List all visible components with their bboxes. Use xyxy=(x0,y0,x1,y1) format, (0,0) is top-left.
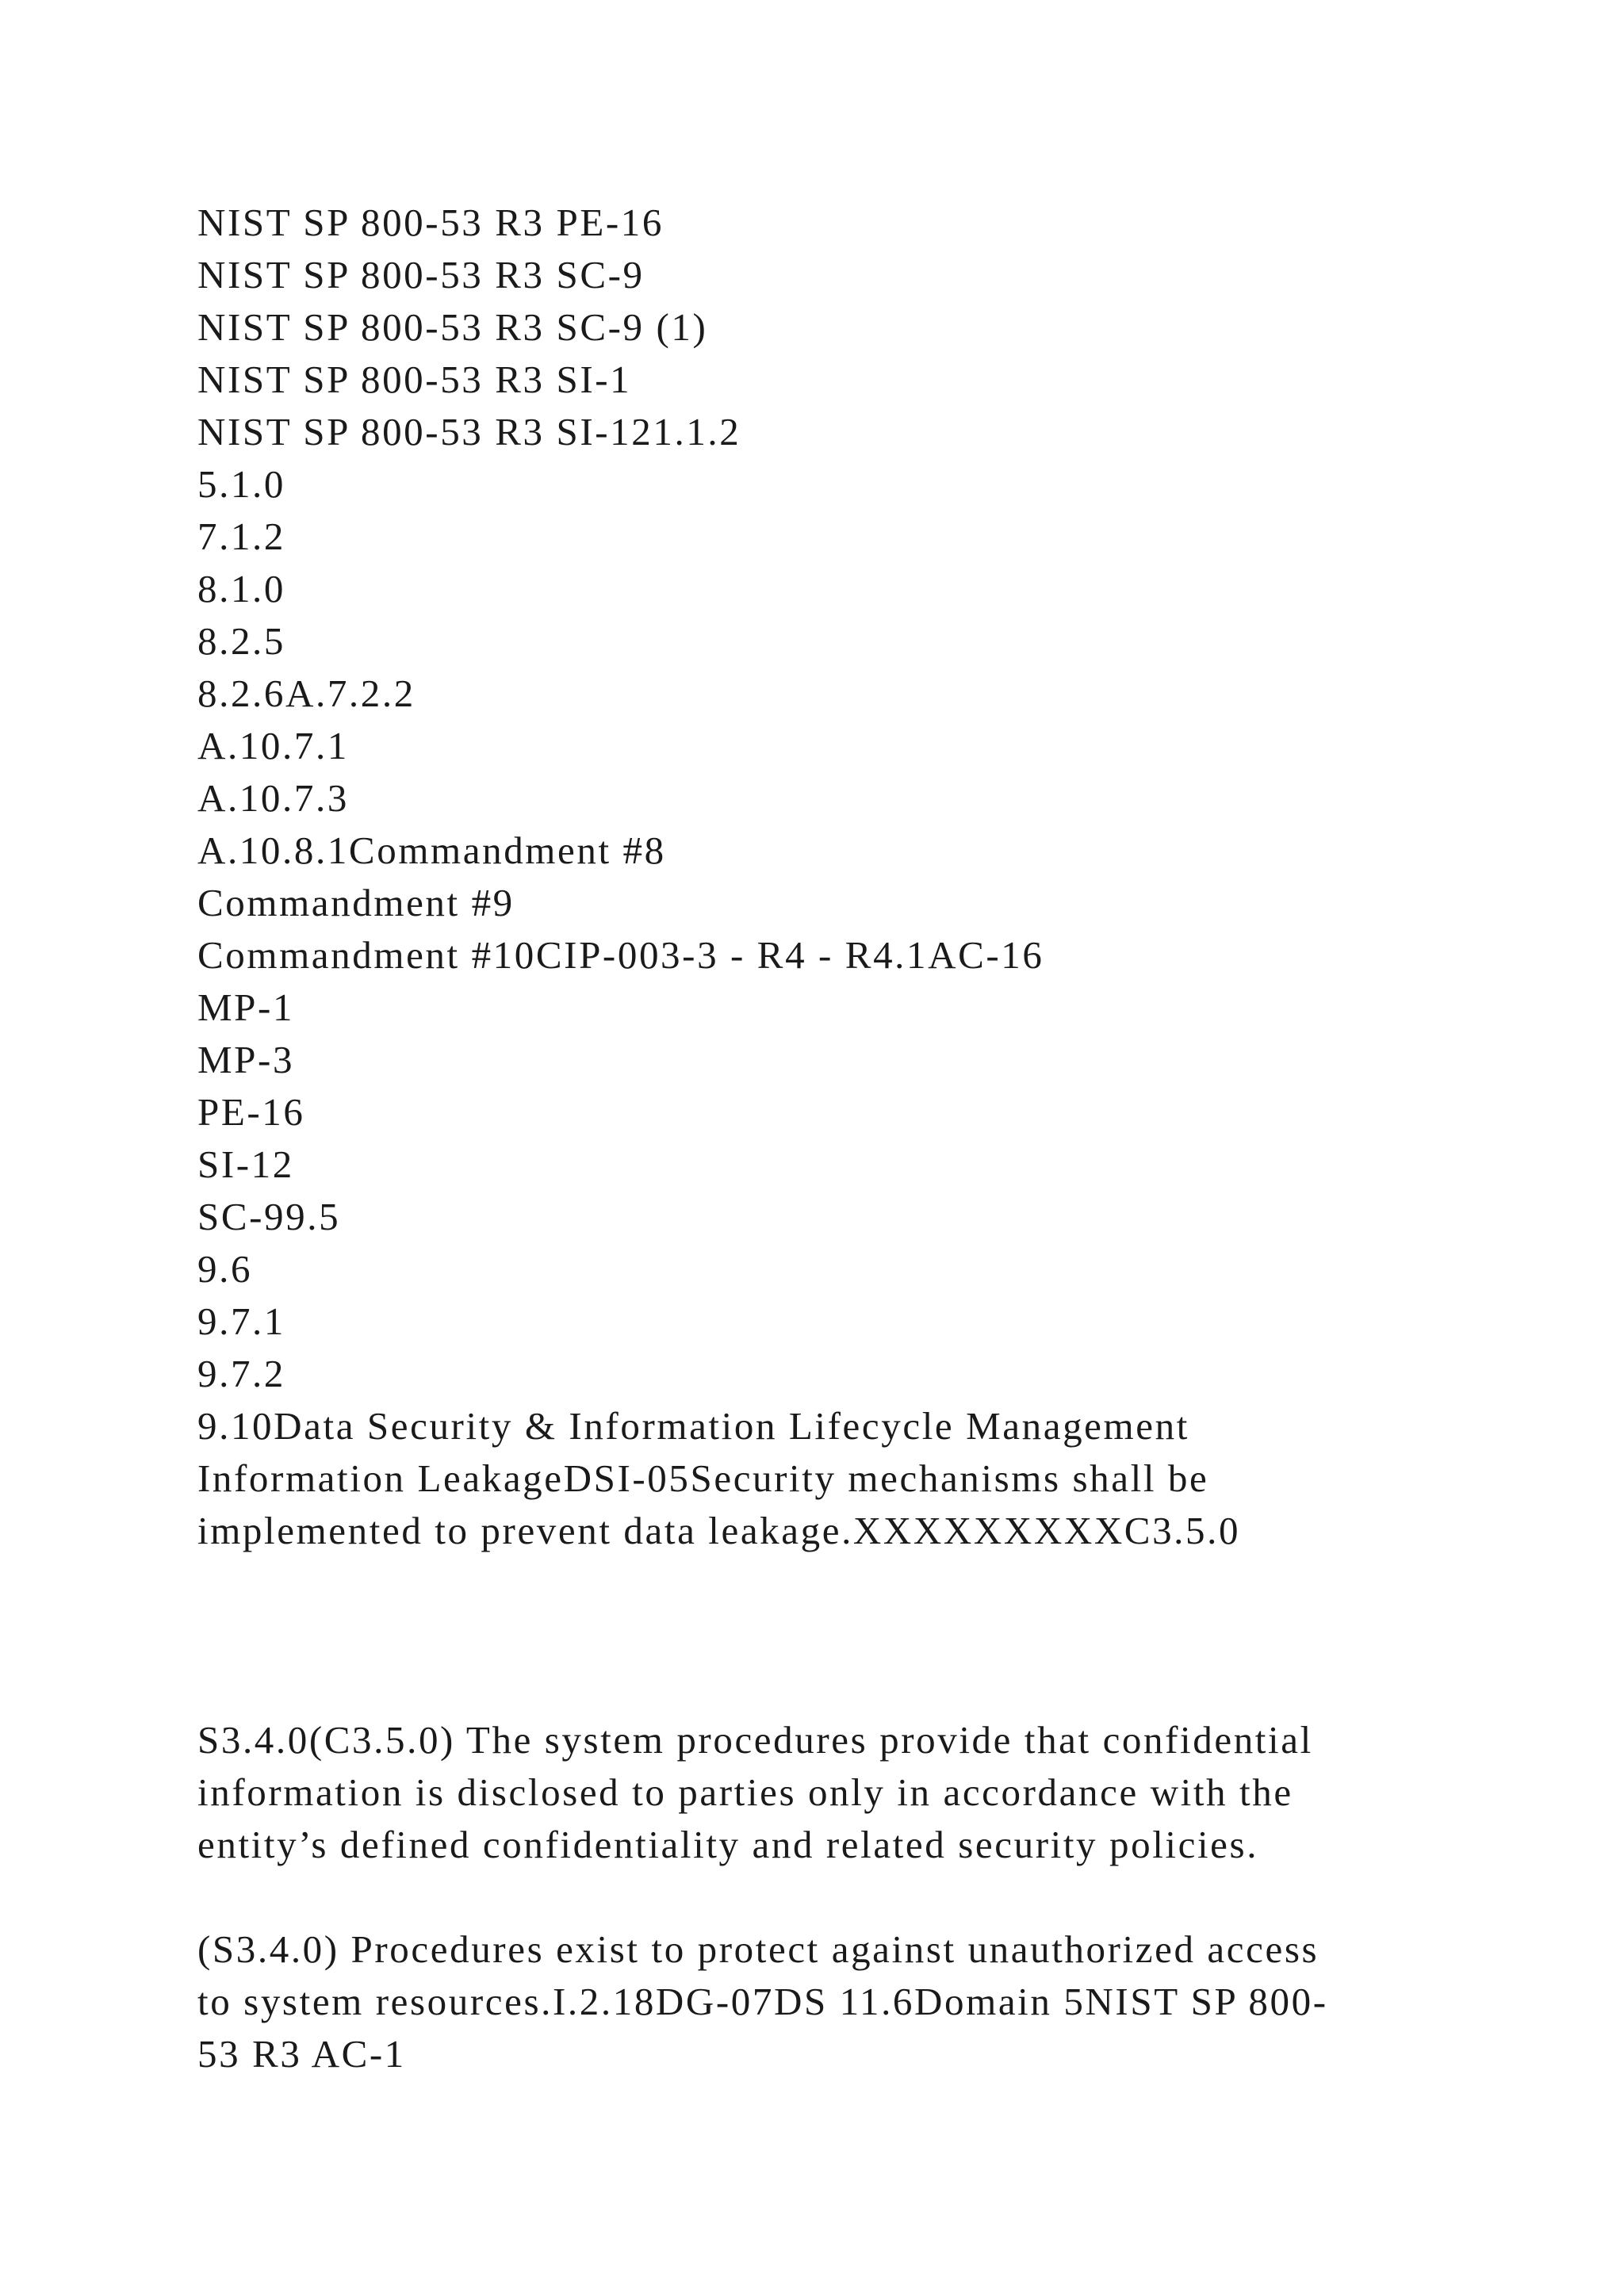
text-line: information is disclosed to parties only in accordance with the xyxy=(197,1770,1293,1814)
text-line: 8.2.5 xyxy=(197,619,285,663)
paragraph-spacer xyxy=(197,1557,1498,1714)
text-line: Commandment #9 xyxy=(197,881,515,924)
text-line: 7.1.2 xyxy=(197,515,285,558)
text-line: 9.10Data Security & Information Lifecycle Management xyxy=(197,1404,1189,1448)
text-line: NIST SP 800-53 R3 SI-121.1.2 xyxy=(197,410,741,453)
text-line: SC-99.5 xyxy=(197,1195,341,1238)
text-line: SI-12 xyxy=(197,1142,294,1186)
text-line: 53 R3 AC-1 xyxy=(197,2032,406,2076)
text-line: Information LeakageDSI-05Security mechanisms shall be xyxy=(197,1456,1209,1500)
text-line: 9.6 xyxy=(197,1247,253,1291)
text-line: NIST SP 800-53 R3 SC-9 (1) xyxy=(197,305,708,349)
paragraph-spacer xyxy=(197,1871,1498,1923)
text-line: A.10.7.1 xyxy=(197,724,349,767)
text-line: 9.7.1 xyxy=(197,1299,285,1343)
text-line: to system resources.I.2.18DG-07DS 11.6Domain 5NIST SP 800- xyxy=(197,1980,1328,2023)
text-line: MP-1 xyxy=(197,985,295,1029)
text-line: 5.1.0 xyxy=(197,462,285,506)
text-line: Commandment #10CIP-003-3 - R4 - R4.1AC-16 xyxy=(197,933,1044,977)
text-line: NIST SP 800-53 R3 SI-1 xyxy=(197,358,632,401)
text-line: NIST SP 800-53 R3 PE-16 xyxy=(197,201,664,244)
text-line: MP-3 xyxy=(197,1038,295,1081)
text-line: 8.1.0 xyxy=(197,567,285,610)
text-line: A.10.8.1Commandment #8 xyxy=(197,828,666,872)
text-line: 8.2.6A.7.2.2 xyxy=(197,672,416,715)
document-text xyxy=(197,197,1498,2080)
text-line: 9.7.2 xyxy=(197,1352,285,1395)
text-line: (S3.4.0) Procedures exist to protect against unauthorized access xyxy=(197,1927,1320,1971)
text-line: implemented to prevent data leakage.XXXXXXXXXC3.5.0 xyxy=(197,1509,1241,1552)
text-line: A.10.7.3 xyxy=(197,776,349,820)
text-line: entity’s defined confidentiality and related security policies. xyxy=(197,1823,1259,1866)
text-line: S3.4.0(C3.5.0) The system procedures provide that confidential xyxy=(197,1718,1313,1762)
text-line: NIST SP 800-53 R3 SC-9 xyxy=(197,253,645,297)
text-line: PE-16 xyxy=(197,1090,305,1134)
